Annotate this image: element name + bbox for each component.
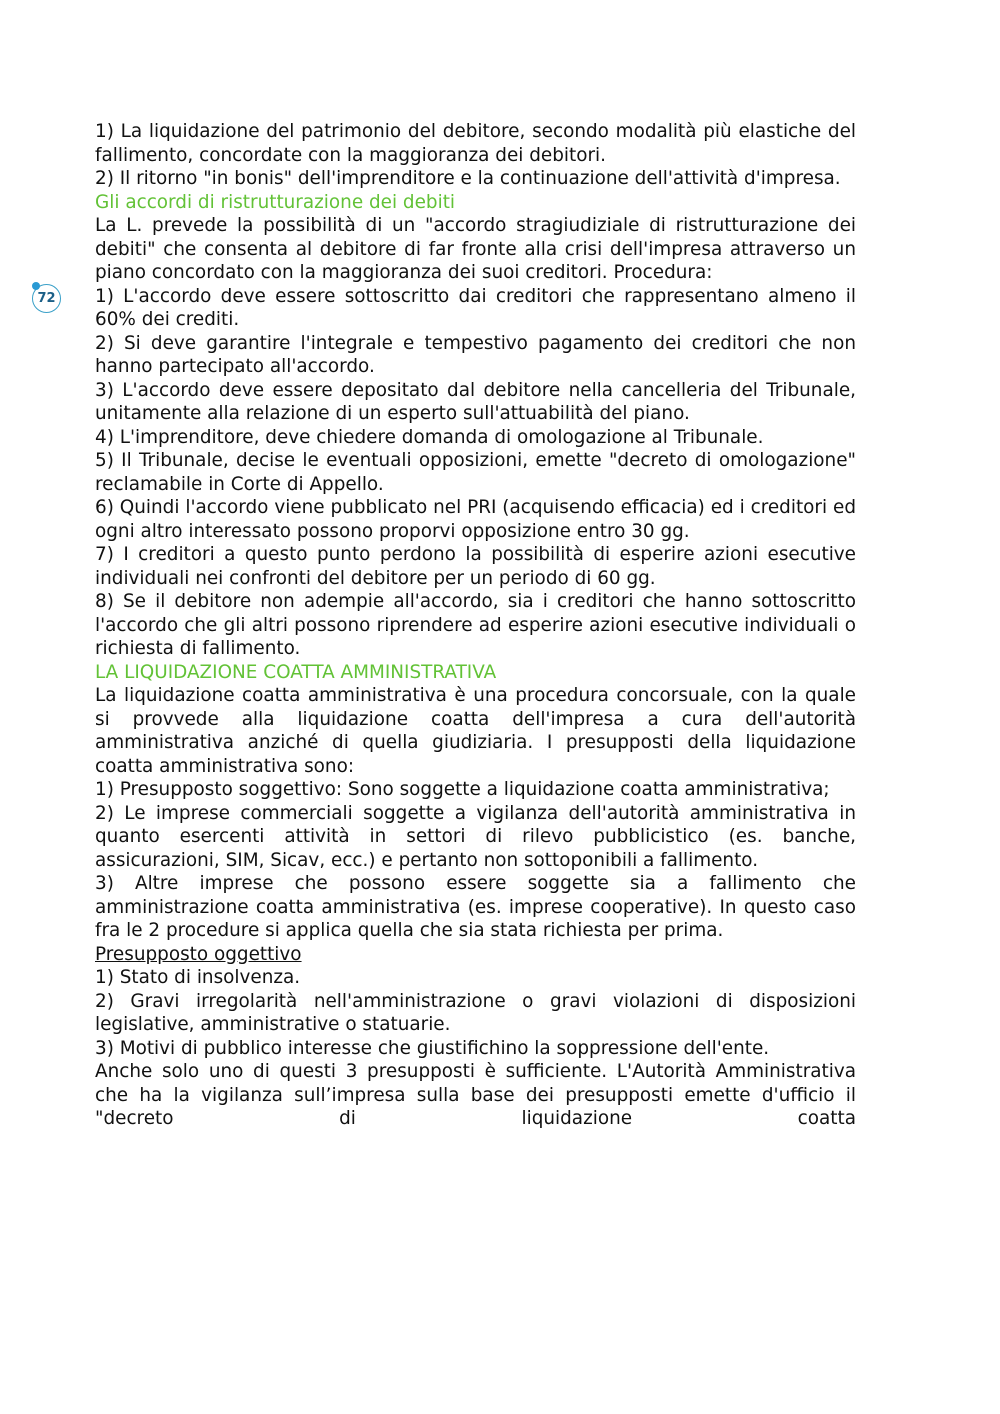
paragraph: 2) Si deve garantire l'integrale e tempestivo pagamento dei creditori che non hanno partecipato all'accordo. (95, 332, 856, 377)
paragraph: 1) Stato di insolvenza. (95, 967, 301, 988)
section-heading: LA LIQUIDAZIONE COATTA AMMINISTRATIVA (95, 661, 497, 683)
paragraph: 1) L'accordo deve essere sottoscritto dai creditori che rappresentano almeno il 60% dei crediti. (95, 285, 856, 330)
paragraph: 6) Quindi l'accordo viene pubblicato nel PRI (acquisendo efficacia) ed i creditori ed ogni altro interessato possono proporvi opposizione entro 30 gg. (95, 497, 856, 542)
paragraph: 1) La liquidazione del patrimonio del debitore, secondo modalità più elastiche del fallimento, concordate con la maggioranza dei debitori. (95, 121, 856, 166)
paragraph: 7) I creditori a questo punto perdono la possibilità di esperire azioni esecutive individuali nei confronti del debitore per un periodo di 60 gg. (95, 544, 856, 589)
paragraph: 5) Il Tribunale, decise le eventuali opposizioni, emette "decreto di omologazione" reclamabile in Corte di Appello. (95, 450, 856, 495)
paragraph: La L. prevede la possibilità di un "accordo stragiudiziale di ristrutturazione dei debiti" che consenta al debitore di far fronte alla crisi dell'impresa attraverso un piano concordato con la maggioranza dei suoi creditori. Procedura: (95, 215, 856, 283)
page-number-dot-icon (32, 282, 40, 290)
paragraph: La liquidazione coatta amministrativa è una procedura concorsuale, con la quale si provvede alla liquidazione coatta dell'impresa a cura dell'autorità amministrativa anziché di quella giudiziaria. I presupposti della liquidazione coatta amministrativa sono: (95, 685, 856, 777)
paragraph: 1) Presupposto soggettivo: Sono soggette a liquidazione coatta amministrativa; (95, 779, 830, 800)
paragraph: 8) Se il debitore non adempie all'accordo, sia i creditori che hanno sottoscritto l'accordo che gli altri possono riprendere ad esperire azioni esecutive individuali o richiesta di fallimento. (95, 591, 856, 659)
subsection-heading: Presupposto oggettivo (95, 943, 302, 965)
section-heading: Gli accordi di ristrutturazione dei debiti (95, 191, 456, 213)
paragraph: 3) Altre imprese che possono essere soggette sia a fallimento che amministrazione coatta amministrativa (es. imprese cooperative). In questo caso fra le 2 procedure si applica quella che sia stata richiesta per prima. (95, 873, 856, 941)
paragraph: Anche solo uno di questi 3 presupposti è sufficiente. L'Autorità Amministrativa che ha la vigilanza sull’impresa sulla base dei presupposti emette d'ufficio il "decreto di liquidazione coatta (95, 1061, 856, 1129)
paragraph: 2) Gravi irregolarità nell'amministrazione o gravi violazioni di disposizioni legislative, amministrative o statuarie. (95, 990, 856, 1035)
paragraph: 2) Le imprese commerciali soggette a vigilanza dell'autorità amministrativa in quanto esercenti attività in settori di rilevo pubblicistico (es. banche, assicurazioni, SIM, Sicav, ecc.) e pertanto non sottoponibili a fallimento. (95, 802, 856, 871)
page-number: 72 (37, 291, 56, 306)
paragraph: 2) Il ritorno "in bonis" dell'imprenditore e la continuazione dell'attività d'impresa. (95, 168, 841, 189)
document-body (95, 120, 856, 1131)
paragraph: 3) L'accordo deve essere depositato dal debitore nella cancelleria del Tribunale, unitamente alla relazione di un esperto sull'attuabilità del piano. (95, 379, 856, 424)
paragraph: 4) L'imprenditore, deve chiedere domanda di omologazione al Tribunale. (95, 426, 764, 448)
paragraph: 3) Motivi di pubblico interesse che giustifichino la soppressione dell'ente. (95, 1037, 770, 1059)
